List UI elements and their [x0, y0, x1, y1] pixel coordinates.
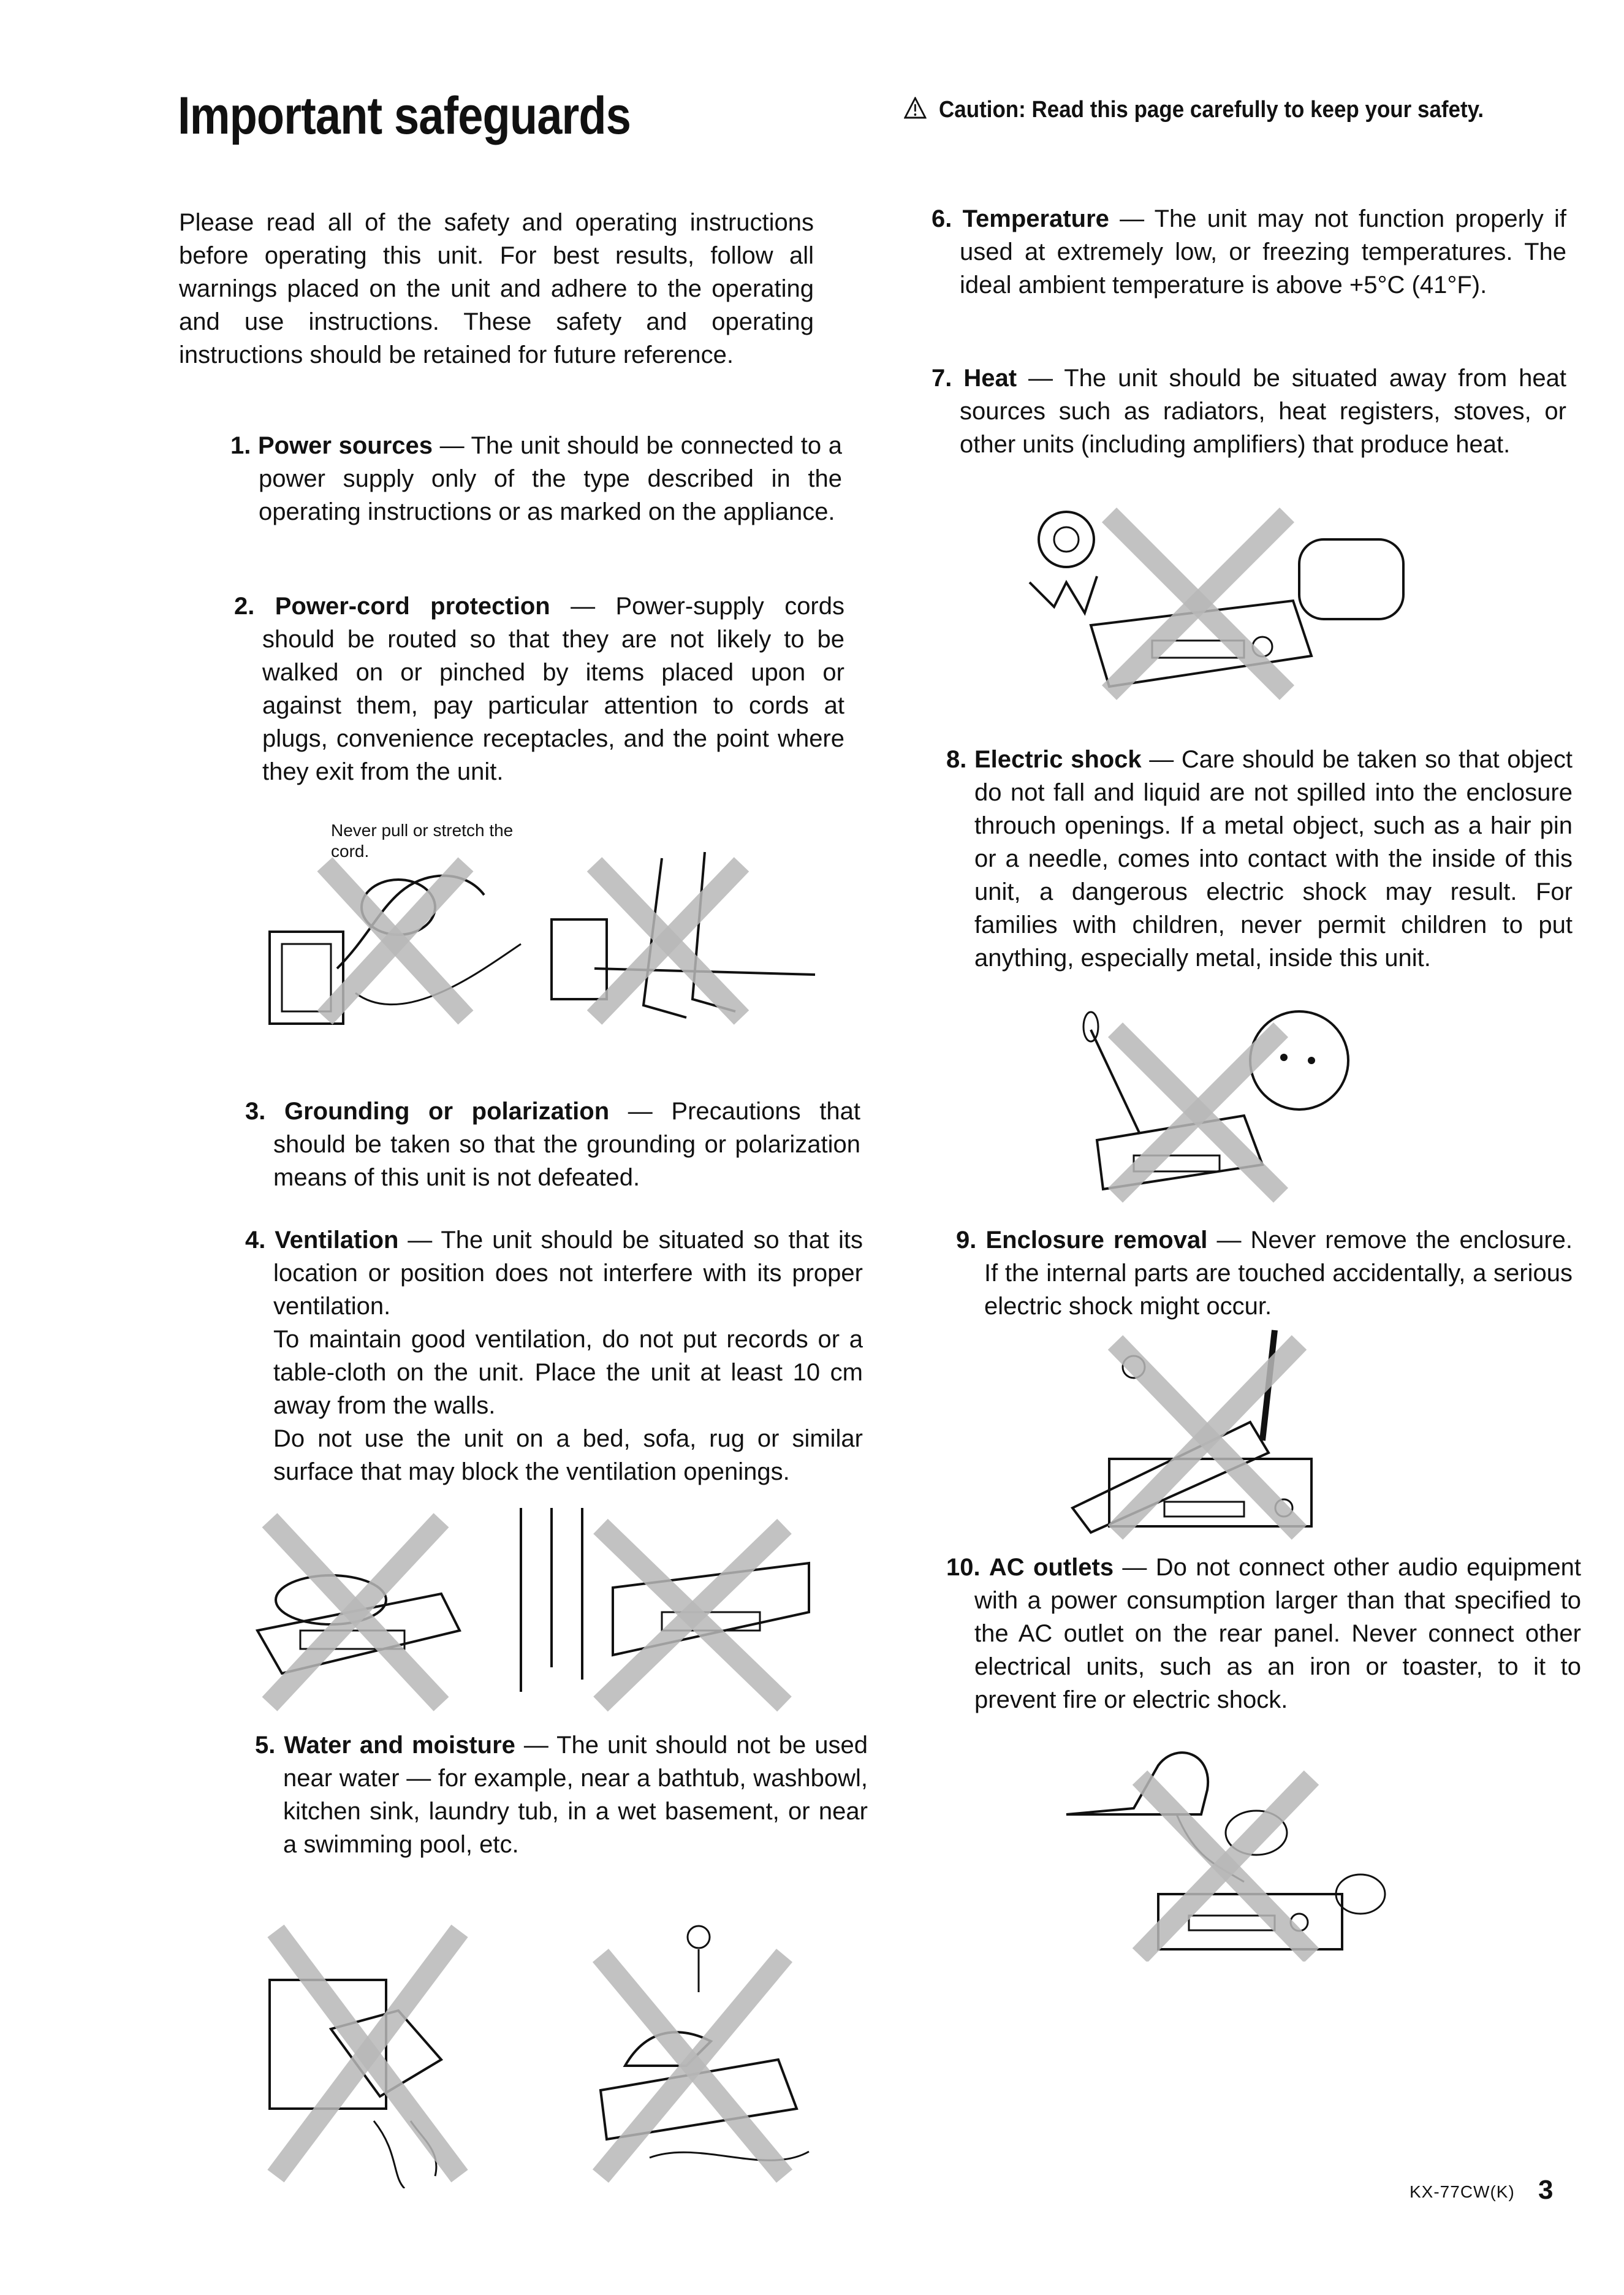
enclosure-removal-illustration [1066, 1318, 1373, 1545]
water-illustration [257, 1919, 833, 2188]
item-text: The unit should be situated so that its location or position does not interfere with its proper ventilation. [273, 1227, 863, 1320]
item-text: The unit should not be used near water — for example, near a bathtub, washbowl, kitchen sink, laundry tub, in a wet basement, or near a swimming pool, etc. [283, 1732, 868, 1858]
item-number: 7. [932, 365, 952, 392]
item-number: 3. [245, 1098, 266, 1125]
item-enclosure-removal: 9. Enclosure removal — Never remove the enclosure. If the internal parts are touched accidentally, a serious electric shock might occur. [956, 1227, 1573, 1320]
item-heading: Ventilation [275, 1227, 399, 1254]
item-ac-outlets: 10. AC outlets — Do not connect other audio equipment with a power consumption larger than that specified to the AC outlet on the rear panel. Never connect other electrical units, such as an iron or toaster, to it to prevent fire or electric shock. [946, 1554, 1581, 1713]
item-text: The unit should be situated away from heat sources such as radiators, heat registers, stoves, or other units (including amplifiers) that produce heat. [960, 365, 1566, 458]
figure-caption: Never pull or stretch the cord. [331, 821, 514, 861]
item-power-cord-protection: 2. Power-cord protection — Power-supply cords should be routed so that they are not likely to be walked on or pinched by items placed upon or against them, pay particular attention to cords at plugs, convenience receptacles, and the point where they exit from the unit. [234, 593, 844, 785]
item-number: 5. [255, 1732, 276, 1759]
item-heading: Heat [963, 365, 1017, 392]
item-heat: 7. Heat — The unit should be situated away from heat sources such as radiators, heat registers, stoves, or other units (including amplifiers) that produce heat. [932, 365, 1566, 458]
item-number: 9. [956, 1227, 977, 1254]
item-text: Power-supply cords should be routed so that they are not likely to be walked on or pinched by items placed upon or against them, pay particular attention to cords at plugs, convenience receptacles, and the point where they exit from the unit. [262, 593, 844, 785]
item-text: The unit may not function properly if used at extremely low, or freezing temperatures. The ideal ambient temperature is above +5°C (41°F). [960, 205, 1566, 299]
item-number: 8. [946, 746, 967, 773]
item-heading: Electric shock [974, 746, 1142, 773]
item-heading: Water and moisture [284, 1732, 515, 1759]
item-text: The unit should be connected to a power supply only of the type described in the operating instructions or as marked on the appliance. [259, 432, 842, 525]
item-heading: Grounding or polarization [284, 1098, 610, 1125]
item-electric-shock: 8. Electric shock — Care should be taken so that object do not fall and liquid are not spilled into the enclosure throuch openings. If a metal object, such as a hair pin or a needle, comes into contact with the inside of this unit, a dangerous electric shock may result. For families with children, never permit children to put anything, especially metal, inside this unit. [946, 746, 1573, 972]
item-number: 6. [932, 205, 952, 232]
item-text: Care should be taken so that object do not fall and liquid are not spilled into the enclosure throuch openings. If a metal object, such as a hair pin or a needle, comes into contact with the inside of this unit, a dangerous electric shock may result. For families with children, never permit children to put anything, especially metal, inside this unit. [974, 746, 1573, 972]
item-heading: Temperature [962, 205, 1109, 232]
item-extra-text: Do not use the unit on a bed, sofa, rug or similar surface that may block the ventilation openings. [273, 1425, 863, 1485]
item-number: 2. [234, 593, 255, 620]
item-power-sources: 1. Power sources — The unit should be connected to a power supply only of the type described in the operating instructions or as marked on the appliance. [230, 432, 842, 525]
footer-page-number: 3 [1538, 2175, 1554, 2205]
item-text: Precautions that should be taken so that the grounding or polarization means of this unit is not defeated. [273, 1098, 860, 1191]
power-cord-illustration [264, 846, 827, 1030]
item-heading: AC outlets [988, 1554, 1114, 1581]
item-number: 1. [230, 432, 251, 459]
electric-shock-illustration [1079, 993, 1360, 1214]
item-temperature: 6. Temperature — The unit may not function properly if used at extremely low, or freezing temperatures. The ideal ambient temperature is above +5°C (41°F). [932, 205, 1566, 299]
intro-paragraph: Please read all of the safety and operating instructions before operating this unit. For best results, follow all warnings placed on the unit and adhere to the operating and use instructions. These safety and operating instructions should be retained for future reference. [179, 209, 814, 368]
item-grounding: 3. Grounding or polarization — Precautions that should be taken so that the grounding or polarization means of this unit is not defeated. [245, 1098, 860, 1191]
item-heading: Enclosure removal [985, 1227, 1208, 1254]
item-text: Never remove the enclosure. If the internal parts are touched accidentally, a serious electric shock might occur. [984, 1227, 1573, 1320]
item-water-moisture: 5. Water and moisture — The unit should not be used near water — for example, near a bathtub, washbowl, kitchen sink, laundry tub, in a wet basement, or near a swimming pool, etc. [255, 1732, 868, 1858]
warning-triangle-icon [904, 97, 927, 125]
ac-outlets-illustration [1054, 1716, 1397, 1962]
page-title: Important safeguards [178, 86, 631, 145]
item-heading: Power sources [257, 432, 433, 459]
item-ventilation: 4. Ventilation — The unit should be situated so that its location or position does not interfere with its proper ventilation. To maintain good ventilation, do not put records or a table-cloth on the unit. Place the unit at least 10 cm away from the walls. Do not use the unit on a bed, sofa, rug or similar surface that may block the ventilation openings. [245, 1224, 863, 1488]
item-number: 10. [946, 1554, 981, 1581]
caution-text: Caution: Read this page carefully to keep your safety. [939, 97, 1484, 123]
heat-illustration [1005, 490, 1422, 711]
item-number: 4. [245, 1227, 266, 1254]
footer-model-number: KX-77CW(K) [1410, 2182, 1515, 2201]
item-extra-text: To maintain good ventilation, do not put records or a table-cloth on the unit. Place the unit at least 10 cm away from the walls. [273, 1326, 863, 1419]
ventilation-illustration [233, 1508, 821, 1716]
caution-banner [904, 97, 1484, 125]
item-text: Do not connect other audio equipment with a power consumption larger than that specified to the AC outlet on the rear panel. Never connect other electrical units, such as an iron or toaster, to it to prevent fire or electric shock. [974, 1554, 1581, 1713]
item-heading: Power-cord protection [275, 593, 550, 620]
